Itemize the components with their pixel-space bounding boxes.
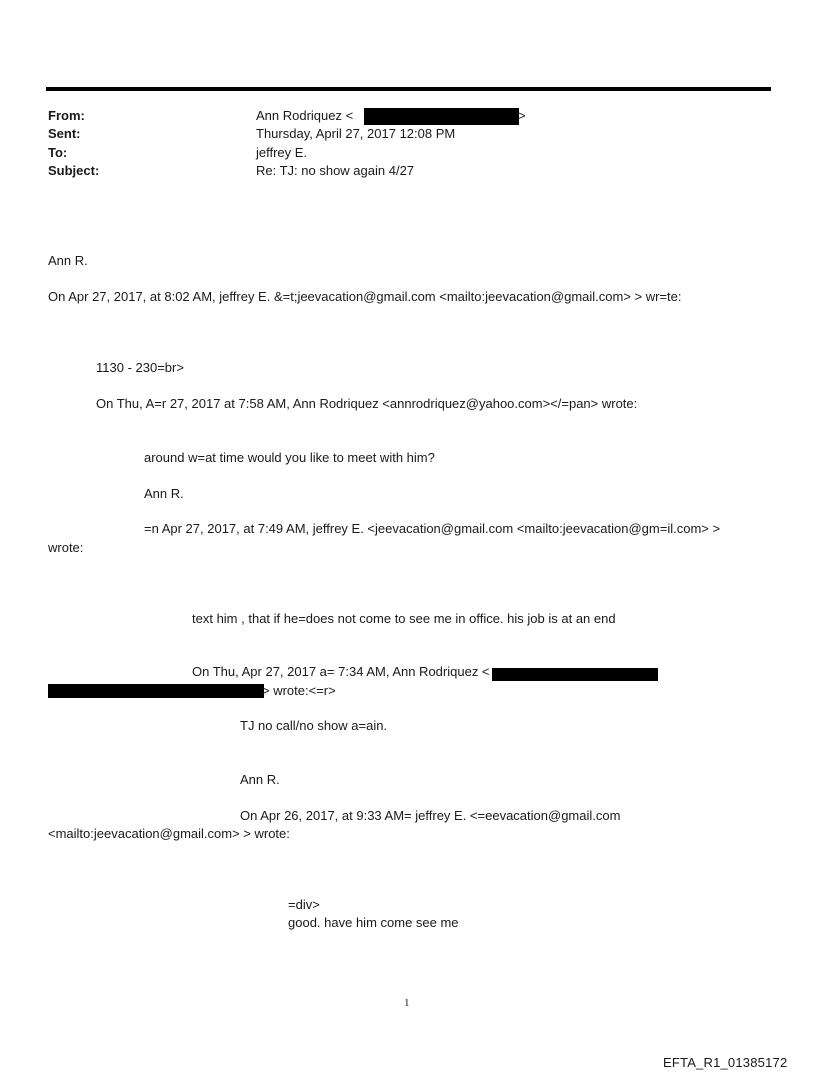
document-id: EFTA_R1_01385172 (663, 1055, 788, 1070)
page-number: 1 (404, 997, 410, 1009)
signature: Ann R. (144, 486, 184, 501)
quoted-header-wrap: wrote: (48, 540, 84, 555)
message-text: good. have him come see me (288, 915, 459, 930)
message-text: 1130 - 230=br> (96, 360, 184, 375)
message-text: around w=at time would you like to meet with him? (144, 450, 435, 465)
from-value: Ann Rodriquez < (256, 108, 354, 123)
sent-label: Sent: (48, 126, 81, 141)
header-rule (46, 87, 771, 91)
to-label: To: (48, 145, 68, 160)
signature: Ann R. (240, 772, 280, 787)
subject-label: Subject: (48, 163, 100, 178)
to-value: jeffrey E. (256, 145, 308, 160)
message-text: =div> (288, 897, 320, 912)
signature: Ann R. (48, 253, 88, 268)
sent-value: Thursday, April 27, 2017 12:08 PM (256, 126, 456, 141)
redaction-bar (492, 668, 658, 681)
message-text: text him , that if he=does not come to see me in office. his job is at an end (192, 611, 616, 626)
quoted-header-wrap: > wrote:<=r> (262, 683, 336, 698)
quoted-header: On Apr 26, 2017, at 9:33 AM= jeffrey E. <=eevacation@gmail.com (240, 808, 621, 823)
quoted-header-wrap: <mailto:jeevacation@gmail.com> > wrote: (48, 826, 290, 841)
quoted-header: On Apr 27, 2017, at 8:02 AM, jeffrey E. &=t;jeevacation@gmail.com <mailto:jeevacation@gmail.com> > wr=te: (48, 289, 682, 304)
redaction-bar (48, 684, 264, 698)
quoted-header: On Thu, A=r 27, 2017 at 7:58 AM, Ann Rodriquez <annrodriquez@yahoo.com></=pan> wrote: (96, 396, 638, 411)
from-label: From: (48, 108, 85, 123)
redaction-bar (364, 108, 519, 125)
quoted-header: On Thu, Apr 27, 2017 a= 7:34 AM, Ann Rodriquez < (192, 664, 490, 679)
subject-value: Re: TJ: no show again 4/27 (256, 163, 415, 178)
from-value-end: > (518, 108, 526, 123)
quoted-header: =n Apr 27, 2017, at 7:49 AM, jeffrey E. <jeevacation@gmail.com <mailto:jeevacation@gm=il.com> > (144, 521, 721, 536)
message-text: TJ no call/no show a=ain. (240, 718, 388, 733)
